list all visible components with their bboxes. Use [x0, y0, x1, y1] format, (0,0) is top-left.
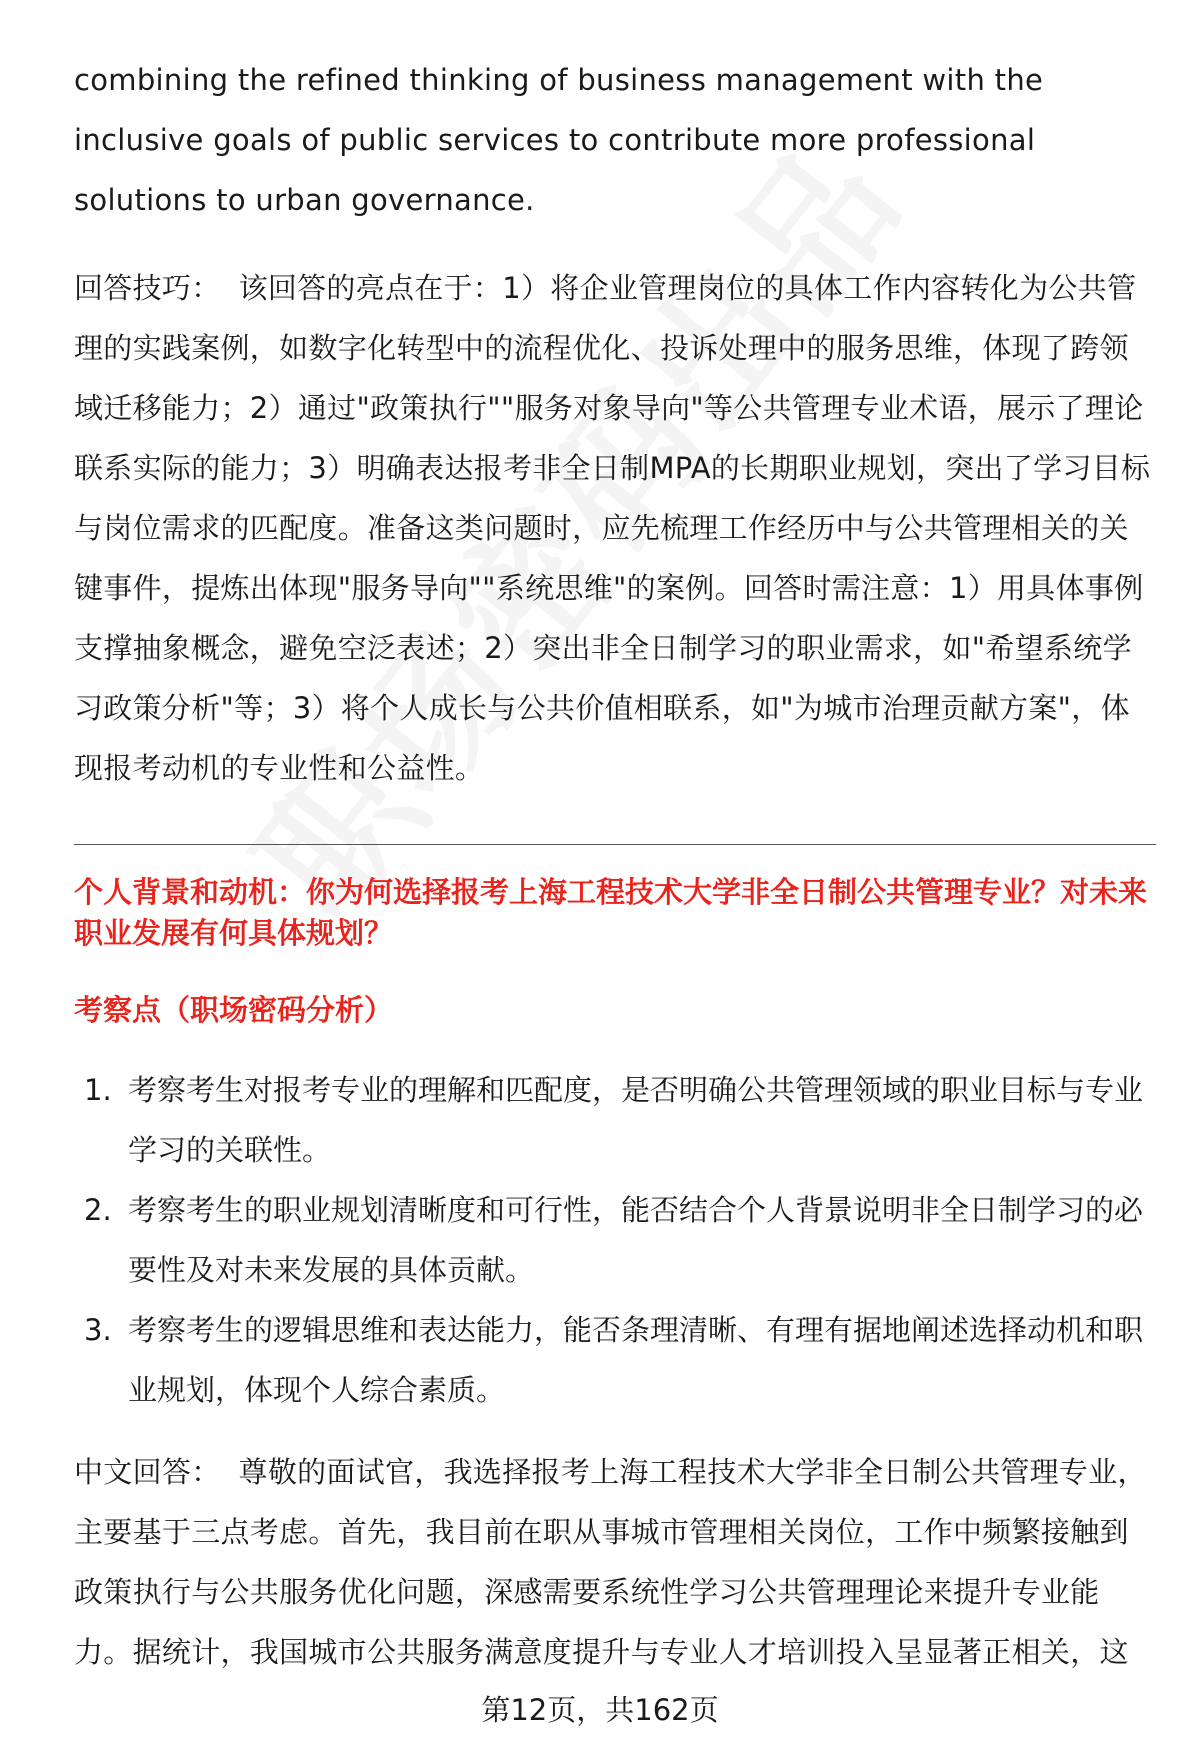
exam-points-title: 考察点（职场密码分析）: [74, 993, 394, 1027]
list-item: [74, 1300, 1156, 1420]
chinese-answer-label: 中文回答：: [74, 1455, 221, 1489]
list-item-text: 考察考生的职业规划清晰度和可行性，能否结合个人背景说明非全日制学习的必要性及对未来发展的具体贡献。: [128, 1193, 1144, 1287]
list-item: [74, 1180, 1156, 1300]
list-item-text: 考察考生对报考专业的理解和匹配度，是否明确公共管理领域的职业目标与专业学习的关联性。: [128, 1073, 1144, 1167]
list-item-number: 1.: [84, 1073, 112, 1107]
list-item: [74, 1060, 1156, 1180]
english-paragraph: combining the refined thinking of business management with the inclusive goals of public services to contribute more professional solutions to urban governance.: [74, 63, 1044, 217]
list-item-text: 考察考生的逻辑思维和表达能力，能否条理清晰、有理有据地阐述选择动机和职业规划，体现个人综合素质。: [128, 1313, 1144, 1407]
chinese-answer-paragraph: [74, 1442, 1156, 1682]
exam-points-list: [74, 1060, 1156, 1420]
chinese-answer-text: 尊敬的面试官，我选择报考上海工程技术大学非全日制公共管理专业，主要基于三点考虑。首先，我目前在职从事城市管理相关岗位，工作中频繁接触到政策执行与公共服务优化问题，深感需要系统性学习公共管理理论来提升专业能力。据统计，我国城市公共服务满意度提升与专业人才培训投入呈显著正相关，这: [74, 1455, 1147, 1669]
section-divider: [74, 844, 1156, 845]
page-number-footer: 第12页，共162页: [0, 1690, 1200, 1730]
answer-tips-text: 该回答的亮点在于：1）将企业管理岗位的具体工作内容转化为公共管理的实践案例，如数字化转型中的流程优化、投诉处理中的服务思维，体现了跨领域迁移能力；2）通过"政策执行""服务对象导向"等公共管理专业术语，展示了理论联系实际的能力；3）明确表达报考非全日制MPA的长期职业规划，突出了学习目标与岗位需求的匹配度。准备这类问题时，应先梳理工作经历中与公共管理相关的关键事件，提炼出体现"服务导向""系统思维"的案例。回答时需注意：1）用具体事例支撑抽象概念，避免空泛表述；2）突出非全日制学习的职业需求，如"希望系统学习政策分析"等；3）将个人成长与公共价值相联系，如"为城市治理贡献方案"，体现报考动机的专业性和公益性。: [74, 271, 1151, 785]
list-item-number: 3.: [84, 1313, 112, 1347]
answer-tips-paragraph: [74, 258, 1156, 798]
question-heading: 个人背景和动机：你为何选择报考上海工程技术大学非全日制公共管理专业？对未来职业发展有何具体规划？: [74, 875, 1148, 950]
answer-tips-label: 回答技巧：: [74, 271, 221, 305]
list-item-number: 2.: [84, 1193, 112, 1227]
